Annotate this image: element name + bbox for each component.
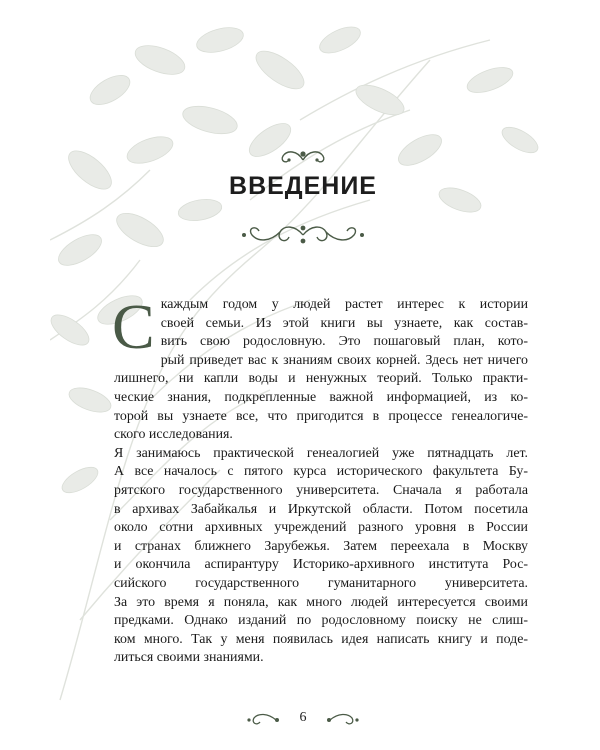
paragraph-1-line: лишнего, ни капли воды и ненужных теорий. Только практи- bbox=[114, 371, 528, 387]
page-footer bbox=[50, 710, 556, 730]
paragraph-2-line: Я занимаюсь практической генеалогией уже пятнадцать лет. bbox=[114, 445, 528, 461]
paragraph-1-line: ского исследования. bbox=[114, 427, 233, 443]
paragraph-2-line: около сотни архивных учреждений разного уровня в России bbox=[114, 520, 528, 536]
page-number: 6 bbox=[299, 710, 307, 725]
paragraph-1-line: рый приведет вас к знаниям своих корней. Здесь нет ничего bbox=[160, 352, 528, 368]
paragraph-2-line: литься своими знаниями. bbox=[114, 650, 264, 666]
paragraph-2-line: и окончила аспирантуру Историко-архивного института Рос- bbox=[114, 557, 528, 573]
paragraph-2-line: сийского государственного гуманитарного университета. bbox=[114, 575, 528, 591]
paragraph-1-line: торой вы узнаете все, что пригодится в процессе генеалогиче- bbox=[114, 408, 528, 424]
top-flourish-ornament bbox=[277, 146, 329, 168]
bottom-flourish-ornament bbox=[240, 222, 366, 248]
drop-cap: С bbox=[112, 291, 155, 362]
paragraph-2-line: За это время я поняла, как много людей интересуется своими bbox=[114, 594, 528, 610]
paragraph-1 bbox=[112, 291, 528, 445]
paragraph-2-line: предками. Однако изданий по родословному поиску не слиш- bbox=[114, 613, 528, 629]
paragraph-2-line: и странах ближнего Зарубежья. Затем переехала в Москву bbox=[114, 538, 528, 554]
left-footer-ornament bbox=[246, 712, 280, 728]
paragraph-2 bbox=[114, 445, 528, 668]
paragraph-2-line: в архивах Забайкалья и Иркутской области. Потом посетила bbox=[114, 501, 528, 517]
paragraph-1-line: вить свою родословную. Это пошаговый план, кото- bbox=[160, 334, 528, 350]
body-text bbox=[112, 291, 528, 668]
paragraph-1-line: каждым годом у людей растет интерес к истории bbox=[160, 297, 528, 312]
paragraph-2-line: А все началось с пятого курса исторического факультета Бу- bbox=[114, 464, 528, 480]
paragraph-2-line: рятского государственного университета. Сначала я работала bbox=[114, 482, 528, 498]
paragraph-2-line: ком много. Так у меня появилась идея написать книгу и поде- bbox=[114, 631, 528, 647]
paragraph-1-line: своей семьи. Из этой книги вы узнаете, как состав- bbox=[160, 315, 528, 331]
paragraph-1-line: ческие знания, подкрепленные важной информацией, из ко- bbox=[114, 389, 528, 405]
chapter-title: ВВЕДЕНИЕ bbox=[229, 172, 377, 200]
right-footer-ornament bbox=[326, 712, 360, 728]
book-page bbox=[50, 0, 556, 750]
